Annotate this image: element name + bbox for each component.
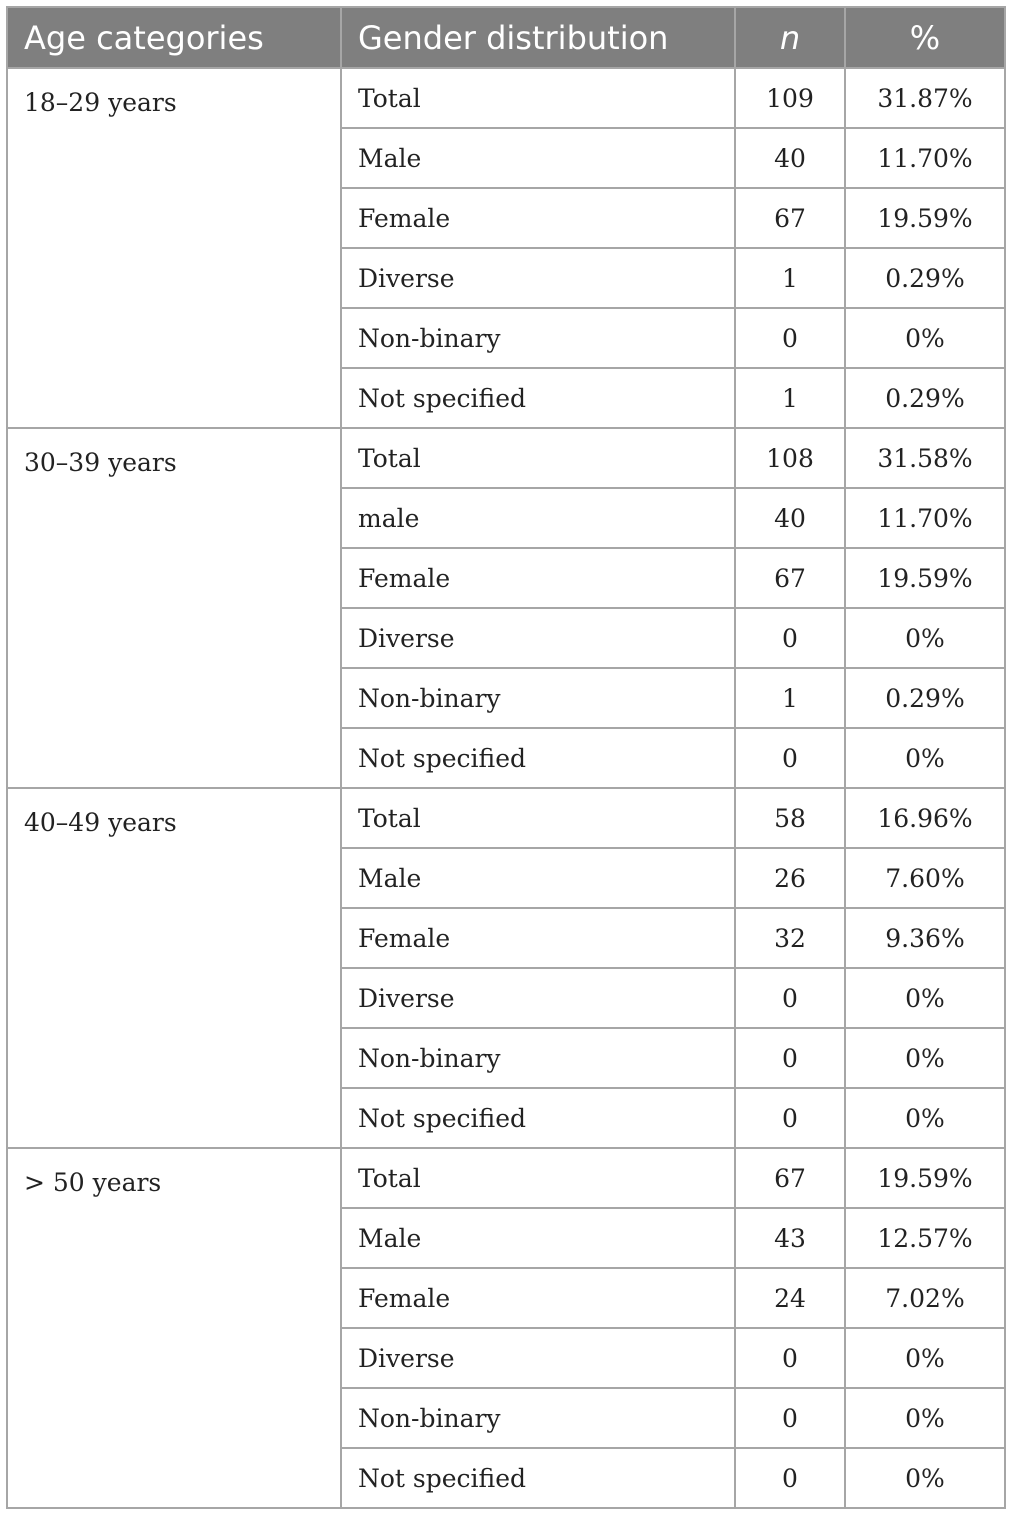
gender-cell: Non-binary <box>341 1028 735 1088</box>
gender-cell: Non-binary <box>341 668 735 728</box>
percent-cell: 0% <box>845 728 1005 788</box>
gender-cell: Not specified <box>341 368 735 428</box>
table-body <box>7 68 1005 1508</box>
count-cell: 40 <box>735 488 845 548</box>
gender-cell: Female <box>341 1268 735 1328</box>
gender-cell: Diverse <box>341 608 735 668</box>
gender-cell: Female <box>341 908 735 968</box>
count-cell: 58 <box>735 788 845 848</box>
gender-cell: male <box>341 488 735 548</box>
percent-cell: 19.59% <box>845 548 1005 608</box>
table-row <box>7 68 1005 128</box>
gender-cell: Non-binary <box>341 1388 735 1448</box>
count-cell: 0 <box>735 1388 845 1448</box>
percent-cell: 0% <box>845 1448 1005 1508</box>
count-cell: 109 <box>735 68 845 128</box>
table-row <box>7 428 1005 488</box>
gender-cell: Not specified <box>341 1088 735 1148</box>
age-category-cell: 18–29 years <box>7 68 341 428</box>
percent-cell: 31.87% <box>845 68 1005 128</box>
count-cell: 1 <box>735 248 845 308</box>
table-container <box>6 6 1004 1509</box>
count-cell: 67 <box>735 1148 845 1208</box>
percent-cell: 7.02% <box>845 1268 1005 1328</box>
gender-cell: Not specified <box>341 728 735 788</box>
gender-cell: Total <box>341 1148 735 1208</box>
gender-age-table <box>6 6 1006 1509</box>
gender-cell: Male <box>341 128 735 188</box>
percent-cell: 12.57% <box>845 1208 1005 1268</box>
count-cell: 1 <box>735 668 845 728</box>
count-cell: 0 <box>735 728 845 788</box>
count-cell: 24 <box>735 1268 845 1328</box>
header-row <box>7 7 1005 68</box>
percent-cell: 0.29% <box>845 668 1005 728</box>
percent-cell: 9.36% <box>845 908 1005 968</box>
percent-cell: 11.70% <box>845 128 1005 188</box>
percent-cell: 0% <box>845 1088 1005 1148</box>
age-category-cell: 30–39 years <box>7 428 341 788</box>
count-cell: 67 <box>735 188 845 248</box>
count-cell: 1 <box>735 368 845 428</box>
percent-cell: 0.29% <box>845 368 1005 428</box>
count-cell: 0 <box>735 1028 845 1088</box>
count-cell: 32 <box>735 908 845 968</box>
gender-cell: Total <box>341 788 735 848</box>
age-category-cell: > 50 years <box>7 1148 341 1508</box>
gender-cell: Total <box>341 428 735 488</box>
count-cell: 67 <box>735 548 845 608</box>
percent-cell: 0.29% <box>845 248 1005 308</box>
count-cell: 0 <box>735 1088 845 1148</box>
percent-cell: 16.96% <box>845 788 1005 848</box>
percent-cell: 0% <box>845 608 1005 668</box>
count-cell: 26 <box>735 848 845 908</box>
table-row <box>7 1148 1005 1208</box>
percent-cell: 7.60% <box>845 848 1005 908</box>
percent-cell: 19.59% <box>845 188 1005 248</box>
table-row <box>7 788 1005 848</box>
gender-cell: Diverse <box>341 248 735 308</box>
gender-cell: Non-binary <box>341 308 735 368</box>
percent-cell: 0% <box>845 1388 1005 1448</box>
gender-cell: Male <box>341 1208 735 1268</box>
count-cell: 43 <box>735 1208 845 1268</box>
gender-cell: Diverse <box>341 1328 735 1388</box>
gender-cell: Not specified <box>341 1448 735 1508</box>
count-cell: 108 <box>735 428 845 488</box>
count-cell: 0 <box>735 308 845 368</box>
gender-cell: Female <box>341 548 735 608</box>
table-header <box>7 7 1005 68</box>
percent-cell: 0% <box>845 968 1005 1028</box>
percent-cell: 0% <box>845 1028 1005 1088</box>
gender-cell: Female <box>341 188 735 248</box>
gender-cell: Diverse <box>341 968 735 1028</box>
age-category-cell: 40–49 years <box>7 788 341 1148</box>
percent-cell: 11.70% <box>845 488 1005 548</box>
gender-cell: Total <box>341 68 735 128</box>
header-gender-distribution: Gender distribution <box>341 7 735 68</box>
header-percent: % <box>845 7 1005 68</box>
percent-cell: 31.58% <box>845 428 1005 488</box>
percent-cell: 0% <box>845 1328 1005 1388</box>
count-cell: 0 <box>735 608 845 668</box>
count-cell: 40 <box>735 128 845 188</box>
header-n: n <box>735 7 845 68</box>
percent-cell: 0% <box>845 308 1005 368</box>
count-cell: 0 <box>735 1448 845 1508</box>
percent-cell: 19.59% <box>845 1148 1005 1208</box>
count-cell: 0 <box>735 1328 845 1388</box>
gender-cell: Male <box>341 848 735 908</box>
count-cell: 0 <box>735 968 845 1028</box>
header-age-categories: Age categories <box>7 7 341 68</box>
